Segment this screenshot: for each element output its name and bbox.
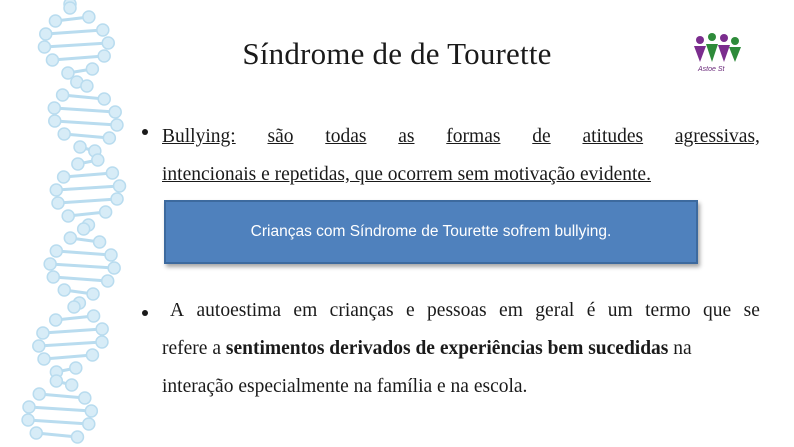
autoestima-word: se xyxy=(743,300,760,321)
dna-node xyxy=(57,89,69,101)
dna-node xyxy=(50,184,62,196)
dna-rung xyxy=(39,394,85,398)
dna-node xyxy=(50,245,62,257)
dna-node xyxy=(111,119,123,131)
dna-node xyxy=(81,80,93,92)
callout-box xyxy=(164,200,698,264)
dna-node xyxy=(71,431,83,443)
dna-node xyxy=(58,171,70,183)
callout-text: Crianças com Síndrome de Tourette sofrem bullying. xyxy=(250,223,612,240)
autoestima-word: pessoas xyxy=(427,300,487,321)
dna-rung xyxy=(54,108,115,112)
dna-rung xyxy=(46,30,103,34)
astoe-logo xyxy=(688,32,746,82)
bullying-word: agressivas, xyxy=(674,126,760,147)
autoestima-word: geral xyxy=(535,300,575,321)
autoestima-paragraph xyxy=(162,292,760,406)
dna-node xyxy=(37,327,49,339)
dna-node xyxy=(88,310,100,322)
autoestima-word: A xyxy=(170,300,185,321)
dna-node xyxy=(98,93,110,105)
dna-node xyxy=(50,314,62,326)
dna-rung xyxy=(28,420,89,424)
dna-node xyxy=(49,115,61,127)
dna-node xyxy=(83,418,95,430)
dna-node xyxy=(52,197,64,209)
dna-node xyxy=(78,223,90,235)
dna-node xyxy=(96,336,108,348)
autoestima-word: em xyxy=(293,300,318,321)
dna-node xyxy=(85,405,97,417)
dna-node xyxy=(100,206,112,218)
dna-node xyxy=(83,11,95,23)
dna-node xyxy=(58,128,70,140)
dna-node xyxy=(22,414,34,426)
dna-rung xyxy=(50,264,114,268)
dna-node xyxy=(33,388,45,400)
dna-rung xyxy=(44,355,92,359)
dna-node xyxy=(58,284,70,296)
bullying-word: todas xyxy=(325,126,367,147)
bullying-word: formas xyxy=(446,126,501,147)
autoestima-first-line xyxy=(162,292,760,330)
autoestima-second-line: refere a sentimentos derivados de experiências bem sucedidas na xyxy=(162,338,692,359)
dna-rung xyxy=(64,173,113,177)
dna-node xyxy=(111,193,123,205)
autoestima-word: autoestima xyxy=(196,300,281,321)
dna-node xyxy=(114,180,126,192)
bullying-first-line xyxy=(162,118,760,156)
dna-node xyxy=(48,102,60,114)
dna-rung xyxy=(56,186,119,190)
dna-rung xyxy=(64,134,109,138)
dna-node xyxy=(50,375,62,387)
autoestima-word: que xyxy=(703,300,732,321)
bullying-second-line: intencionais e repetidas, que ocorrem sem motivação evidente. xyxy=(162,164,651,185)
logo-caption: Astoe St xyxy=(698,66,725,73)
bullet-dot xyxy=(142,310,148,316)
autoestima-word: termo xyxy=(645,300,691,321)
dna-node xyxy=(33,340,45,352)
bullying-word: as xyxy=(398,126,415,147)
dna-rung xyxy=(58,199,117,203)
dna-rung xyxy=(56,251,111,255)
dna-node xyxy=(62,210,74,222)
dna-node xyxy=(72,158,84,170)
autoestima-word: é xyxy=(586,300,596,321)
dna-node xyxy=(109,106,121,118)
bullying-word: atitudes xyxy=(582,126,644,147)
dna-node xyxy=(30,427,42,439)
dna-node xyxy=(86,349,98,361)
dna-node xyxy=(102,275,114,287)
dna-node xyxy=(70,362,82,374)
dna-node xyxy=(108,262,120,274)
autoestima-word: um xyxy=(607,300,633,321)
dna-rung xyxy=(55,121,117,125)
autoestima-word: e xyxy=(405,300,415,321)
dna-node xyxy=(96,323,108,335)
dna-node xyxy=(64,2,76,14)
dna-node xyxy=(44,258,56,270)
slide-title: Síndrome de de Tourette xyxy=(242,36,552,71)
dna-node xyxy=(87,288,99,300)
autoestima-third-line: interação especialmente na família e na escola. xyxy=(162,376,528,397)
dna-node xyxy=(92,154,104,166)
dna-rung xyxy=(29,407,91,411)
dna-node xyxy=(68,301,80,313)
bullying-word: Bullying: xyxy=(162,126,236,147)
dna-rung xyxy=(53,277,107,281)
dna-node xyxy=(47,271,59,283)
dna-node xyxy=(74,141,86,153)
autoestima-word: crianças xyxy=(329,300,394,321)
dna-node xyxy=(97,24,109,36)
dna-rung xyxy=(43,329,102,333)
dna-node xyxy=(66,379,78,391)
dna-node xyxy=(94,236,106,248)
dna-node xyxy=(79,392,91,404)
dna-node xyxy=(38,353,50,365)
bullying-paragraph xyxy=(162,118,760,194)
bullet-dot xyxy=(142,129,148,135)
dna-node xyxy=(106,167,118,179)
bullying-word: de xyxy=(532,126,551,147)
bullying-word: são xyxy=(267,126,294,147)
dna-node xyxy=(49,15,61,27)
dna-node xyxy=(105,249,117,261)
dna-rung xyxy=(39,342,102,346)
dna-node xyxy=(23,401,35,413)
highlighted-phrase: sentimentos derivados de experiências bem sucedidas xyxy=(225,338,669,359)
dna-node xyxy=(103,132,115,144)
autoestima-word: em xyxy=(499,300,523,321)
dna-node xyxy=(64,232,76,244)
